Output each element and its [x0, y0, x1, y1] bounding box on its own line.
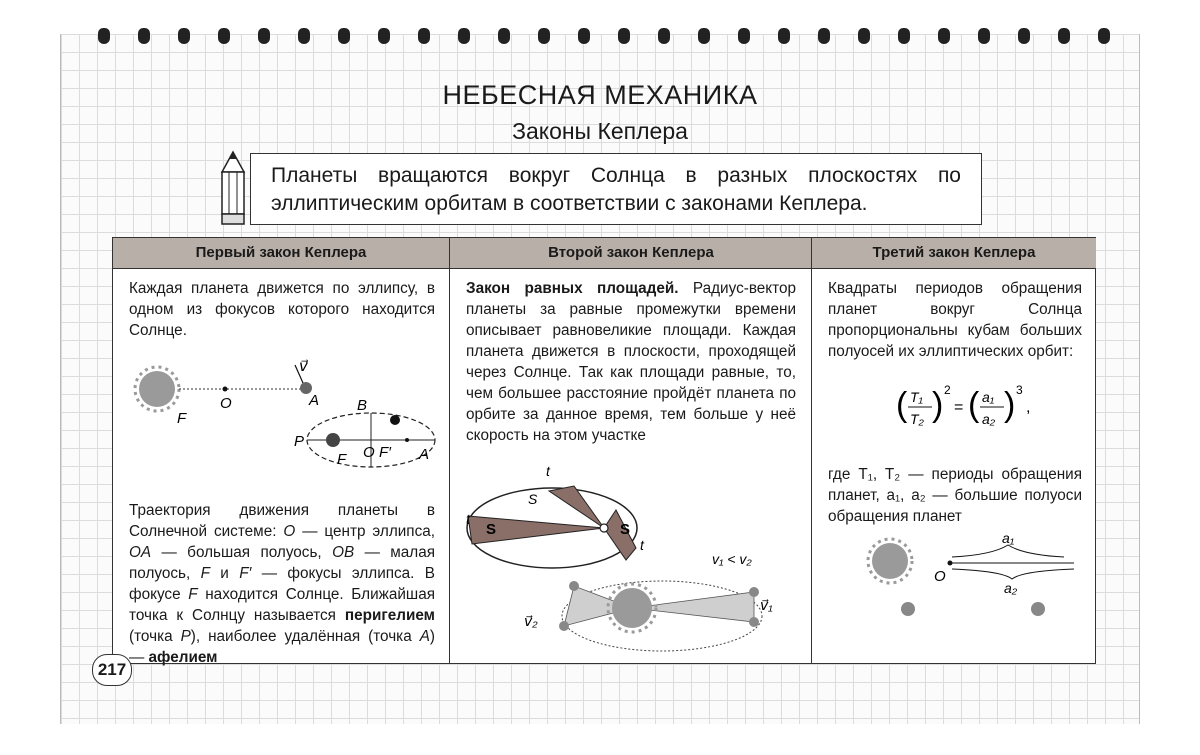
svg-text:=: =: [954, 399, 964, 416]
label-t-right: t: [640, 537, 644, 553]
first-law-header: Первый закон Кеплера: [113, 238, 449, 269]
label-F2: F: [337, 451, 347, 468]
sun-dot: [326, 433, 340, 447]
kepler-laws-table: [112, 237, 1096, 664]
planet-icon: [901, 602, 915, 616]
label-a2: a₂: [1004, 580, 1018, 596]
first-law-column: [113, 238, 449, 666]
svg-text:a₂: a₂: [982, 411, 996, 427]
label-S-top: S: [528, 491, 538, 507]
third-law-explanation: где T₁, T₂ — периоды обращения планет, a₁, a₂ — большие полуоси обращения планет: [828, 466, 1082, 525]
svg-text:): ): [1004, 386, 1016, 424]
svg-text:2: 2: [944, 383, 951, 397]
svg-text:T₂: T₂: [910, 411, 924, 427]
label-F: F: [177, 410, 187, 427]
label-v: v⃗: [299, 358, 308, 375]
label-v1: v⃗₁: [760, 597, 773, 613]
svg-text:): ): [932, 386, 944, 424]
second-law-column: [449, 238, 812, 663]
label-O2: O: [363, 444, 375, 461]
planet-icon: [1031, 602, 1045, 616]
label-S-right: S: [620, 521, 631, 538]
label-v2: v⃗₂: [524, 613, 538, 629]
page-title: НЕБЕСНАЯ МЕХАНИКА: [442, 80, 758, 110]
third-law-diagram: [852, 533, 1092, 633]
label-B: B: [357, 397, 368, 414]
label-t-top: t: [546, 463, 550, 479]
third-law-text: Квадраты периодов обращения планет вокруг Солнца пропорциональны кубам больших полуосей их эллиптических орбит:: [828, 280, 1082, 360]
sun-icon: [135, 367, 179, 411]
svg-text:T₁: T₁: [910, 389, 923, 405]
kepler-formula: [894, 380, 1034, 432]
label-t-left: t: [466, 511, 470, 527]
planet-dot: [390, 415, 400, 425]
svg-text:(: (: [968, 386, 980, 424]
second-law-text: Закон равных площадей. Радиус-вектор планеты за равные промежутки времени описывает равновеликие площади. Каждая планета движется в плоскости, проходящей через Солнце. Так как площади равные, то, чем большее расстояние пройдёт планета по орбите за данное время, тем больше у неё скорость на этом участке: [466, 280, 796, 444]
pencil-icon: [214, 150, 252, 230]
page-number: 217: [92, 654, 132, 686]
label-O: O: [934, 568, 946, 585]
label-A2: A: [419, 446, 430, 463]
label-v1v2: v₁ < v₂: [712, 551, 752, 567]
label-P: P: [294, 433, 305, 450]
svg-text:(: (: [896, 386, 908, 424]
svg-text:a₁: a₁: [982, 389, 995, 405]
sun-icon: [868, 539, 912, 583]
intro-text: Планеты вращаются вокруг Солнца в разных плоскостях по эллиптическим орбитам в соответствии с законами Кеплера.: [271, 164, 961, 215]
second-law-header: Второй закон Кеплера: [450, 238, 812, 269]
label-O: O: [220, 395, 232, 412]
label-S-left: S: [486, 521, 497, 538]
sun-icon: [608, 584, 656, 632]
svg-text:,: ,: [1026, 399, 1031, 416]
third-law-column: [811, 238, 1096, 663]
third-law-header: Третий закон Кеплера: [812, 238, 1096, 269]
page-subtitle: Законы Кеплера: [512, 118, 688, 144]
intro-box: [250, 153, 982, 225]
spiral-binding: [98, 28, 1118, 50]
label-Fprime: F′: [379, 444, 391, 461]
svg-text:3: 3: [1016, 383, 1023, 397]
first-law-text: Каждая планета движется по эллипсу, в одном из фокусов которого находится Солнце.: [129, 280, 435, 339]
first-law-diagram: [123, 353, 443, 473]
first-law-explanation: Траектория движения планеты в Солнечной системе: O — центр эллипса, OA — большая полуось, OB — малая полуось, F и F′ — фокусы эллипса. В фокусе F находится Солнце. Ближайшая точка к Солнцу называется перигелием (точка P), наиболее удалённая (точка A) — афелием: [129, 502, 436, 666]
label-A: A: [309, 392, 320, 409]
second-law-diagram: [464, 458, 804, 658]
label-a1: a₁: [1002, 533, 1015, 546]
